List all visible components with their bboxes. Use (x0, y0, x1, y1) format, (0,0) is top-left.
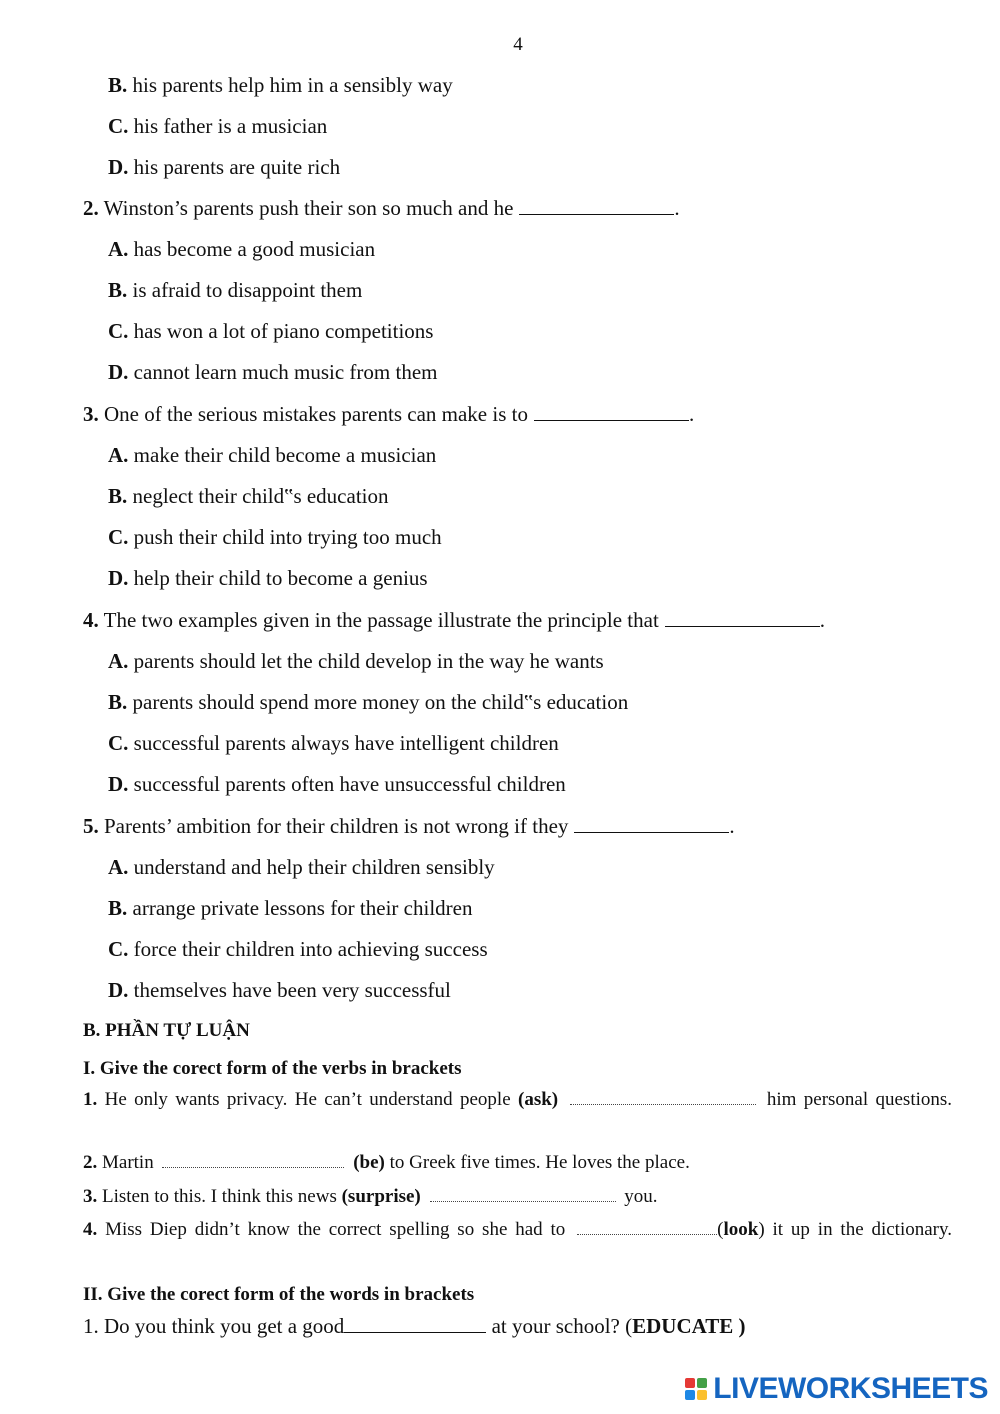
q4-option-c[interactable] (108, 730, 559, 756)
verb-exercise-1 (83, 1085, 952, 1114)
option-text: understand and help their children sensibly (133, 855, 495, 879)
q1-option-d[interactable] (108, 154, 340, 180)
option-text: parents should let the child develop in the way he wants (133, 649, 604, 673)
answer-input[interactable] (162, 1152, 344, 1168)
option-letter: C. (108, 731, 129, 755)
q4-option-b[interactable] (108, 689, 628, 715)
option-text: neglect their child‟s education (132, 484, 389, 508)
q3-option-b[interactable] (108, 483, 389, 509)
item-text-before: Listen to this. I think this news (102, 1186, 337, 1207)
option-text: successful parents always have intelligent children (133, 731, 559, 755)
option-text: parents should spend more money on the child‟s education (132, 690, 629, 714)
item-number: 1. (83, 1314, 99, 1338)
q2-option-c[interactable] (108, 318, 433, 344)
option-letter: A. (108, 237, 129, 261)
item-number: 2. (83, 1152, 98, 1173)
logo-mark-icon (685, 1378, 707, 1400)
option-letter: C. (108, 319, 129, 343)
question-end: . (819, 608, 826, 632)
q3-option-d[interactable] (108, 565, 428, 591)
option-letter: D. (108, 155, 129, 179)
answer-blank (574, 814, 729, 833)
logo-square-yellow (697, 1390, 707, 1400)
verb-hint: (be) (353, 1152, 385, 1173)
part-2-title: II. Give the corect form of the words in brackets (83, 1284, 475, 1305)
question-5 (83, 813, 735, 839)
option-text: themselves have been very successful (133, 978, 451, 1002)
liveworksheets-logo[interactable] (685, 1372, 988, 1406)
option-letter: B. (108, 896, 128, 920)
question-stem: One of the serious mistakes parents can make is to (104, 402, 528, 426)
q1-option-b[interactable] (108, 72, 453, 98)
answer-blank (519, 196, 674, 215)
option-text: is afraid to disappoint them (132, 278, 363, 302)
option-letter: C. (108, 937, 129, 961)
option-text: help their child to become a genius (133, 566, 428, 590)
logo-square-green (697, 1378, 707, 1388)
q3-option-a[interactable] (108, 442, 436, 468)
q5-option-a[interactable] (108, 854, 495, 880)
item-text-before: Do you think you get a good (104, 1314, 345, 1338)
option-letter: B. (108, 278, 128, 302)
section-b-title: B. PHẦN TỰ LUẬN (83, 1020, 250, 1041)
option-text: has won a lot of piano competitions (133, 319, 434, 343)
q4-option-a[interactable] (108, 648, 604, 674)
option-letter: C. (108, 114, 129, 138)
part-1-title: I. Give the corect form of the verbs in brackets (83, 1058, 462, 1079)
answer-input[interactable] (577, 1219, 717, 1235)
verb-hint: look (723, 1219, 759, 1240)
verb-exercise-3 (83, 1182, 952, 1211)
item-text-after: you. (624, 1186, 658, 1207)
answer-blank (665, 608, 820, 627)
question-3 (83, 401, 694, 427)
option-text: has become a good musician (133, 237, 376, 261)
q5-option-c[interactable] (108, 936, 488, 962)
verb-hint: (ask) (518, 1089, 559, 1110)
answer-input[interactable] (570, 1089, 756, 1105)
verb-open: ( (717, 1219, 724, 1240)
q3-option-c[interactable] (108, 524, 442, 550)
option-letter: D. (108, 360, 129, 384)
question-stem: The two examples given in the passage illustrate the principle that (103, 608, 659, 632)
option-text: force their children into achieving success (133, 937, 488, 961)
item-text-after: him personal questions. (766, 1089, 953, 1110)
option-text: make their child become a musician (133, 443, 437, 467)
verb-exercise-4 (83, 1215, 952, 1244)
question-stem: Winston’s parents push their son so much and he (103, 196, 514, 220)
verb-hint: (surprise) (341, 1186, 421, 1207)
question-number: 4. (83, 608, 99, 632)
item-text-before: Miss Diep didn’t know the correct spelling so she had to (105, 1219, 566, 1240)
question-end: . (674, 196, 680, 220)
item-number: 3. (83, 1186, 98, 1207)
option-letter: A. (108, 649, 129, 673)
option-letter: C. (108, 525, 129, 549)
verb-exercise-2 (83, 1148, 952, 1177)
item-text-before: He only wants privacy. He can’t understand people (104, 1089, 511, 1110)
q1-option-c[interactable] (108, 113, 327, 139)
option-letter: D. (108, 978, 129, 1002)
question-2 (83, 195, 680, 221)
option-letter: B. (108, 690, 128, 714)
logo-square-blue (685, 1390, 695, 1400)
item-number: 1. (83, 1089, 98, 1110)
question-stem: Parents’ ambition for their children is not wrong if they (104, 814, 569, 838)
item-text-after: at your school? ( (491, 1314, 633, 1338)
option-text: his parents help him in a sensibly way (132, 73, 453, 97)
option-letter: D. (108, 772, 129, 796)
q2-option-a[interactable] (108, 236, 375, 262)
q5-option-d[interactable] (108, 977, 451, 1003)
option-letter: A. (108, 855, 129, 879)
question-number: 5. (83, 814, 99, 838)
option-letter: B. (108, 73, 128, 97)
question-number: 3. (83, 402, 99, 426)
option-letter: B. (108, 484, 128, 508)
question-end: . (729, 814, 735, 838)
option-letter: D. (108, 566, 129, 590)
verb-close: ) (758, 1219, 765, 1240)
option-text: his parents are quite rich (133, 155, 341, 179)
answer-input[interactable] (344, 1314, 486, 1333)
logo-square-red (685, 1378, 695, 1388)
page-number: 4 (513, 34, 523, 55)
option-text: push their child into trying too much (133, 525, 442, 549)
answer-input[interactable] (430, 1186, 616, 1202)
answer-blank (534, 402, 689, 421)
item-text-after: to Greek five times. He loves the place. (389, 1152, 690, 1173)
item-text-after: it up in the dictionary. (772, 1219, 953, 1240)
option-letter: A. (108, 443, 129, 467)
logo-text: LIVEWORKSHEETS (713, 1372, 988, 1405)
option-text: arrange private lessons for their children (132, 896, 473, 920)
question-end: . (688, 402, 695, 426)
option-text: cannot learn much music from them (133, 360, 438, 384)
word-exercise-1 (83, 1314, 745, 1339)
q5-option-b[interactable] (108, 895, 472, 921)
item-text-before: Martin (102, 1152, 154, 1173)
item-number: 4. (83, 1219, 98, 1240)
q2-option-d[interactable] (108, 359, 438, 385)
word-hint: EDUCATE ) (632, 1314, 746, 1338)
option-text: successful parents often have unsuccessful children (133, 772, 566, 796)
q4-option-d[interactable] (108, 771, 566, 797)
question-number: 2. (83, 196, 99, 220)
q2-option-b[interactable] (108, 277, 362, 303)
question-4 (83, 607, 825, 633)
option-text: his father is a musician (133, 114, 328, 138)
